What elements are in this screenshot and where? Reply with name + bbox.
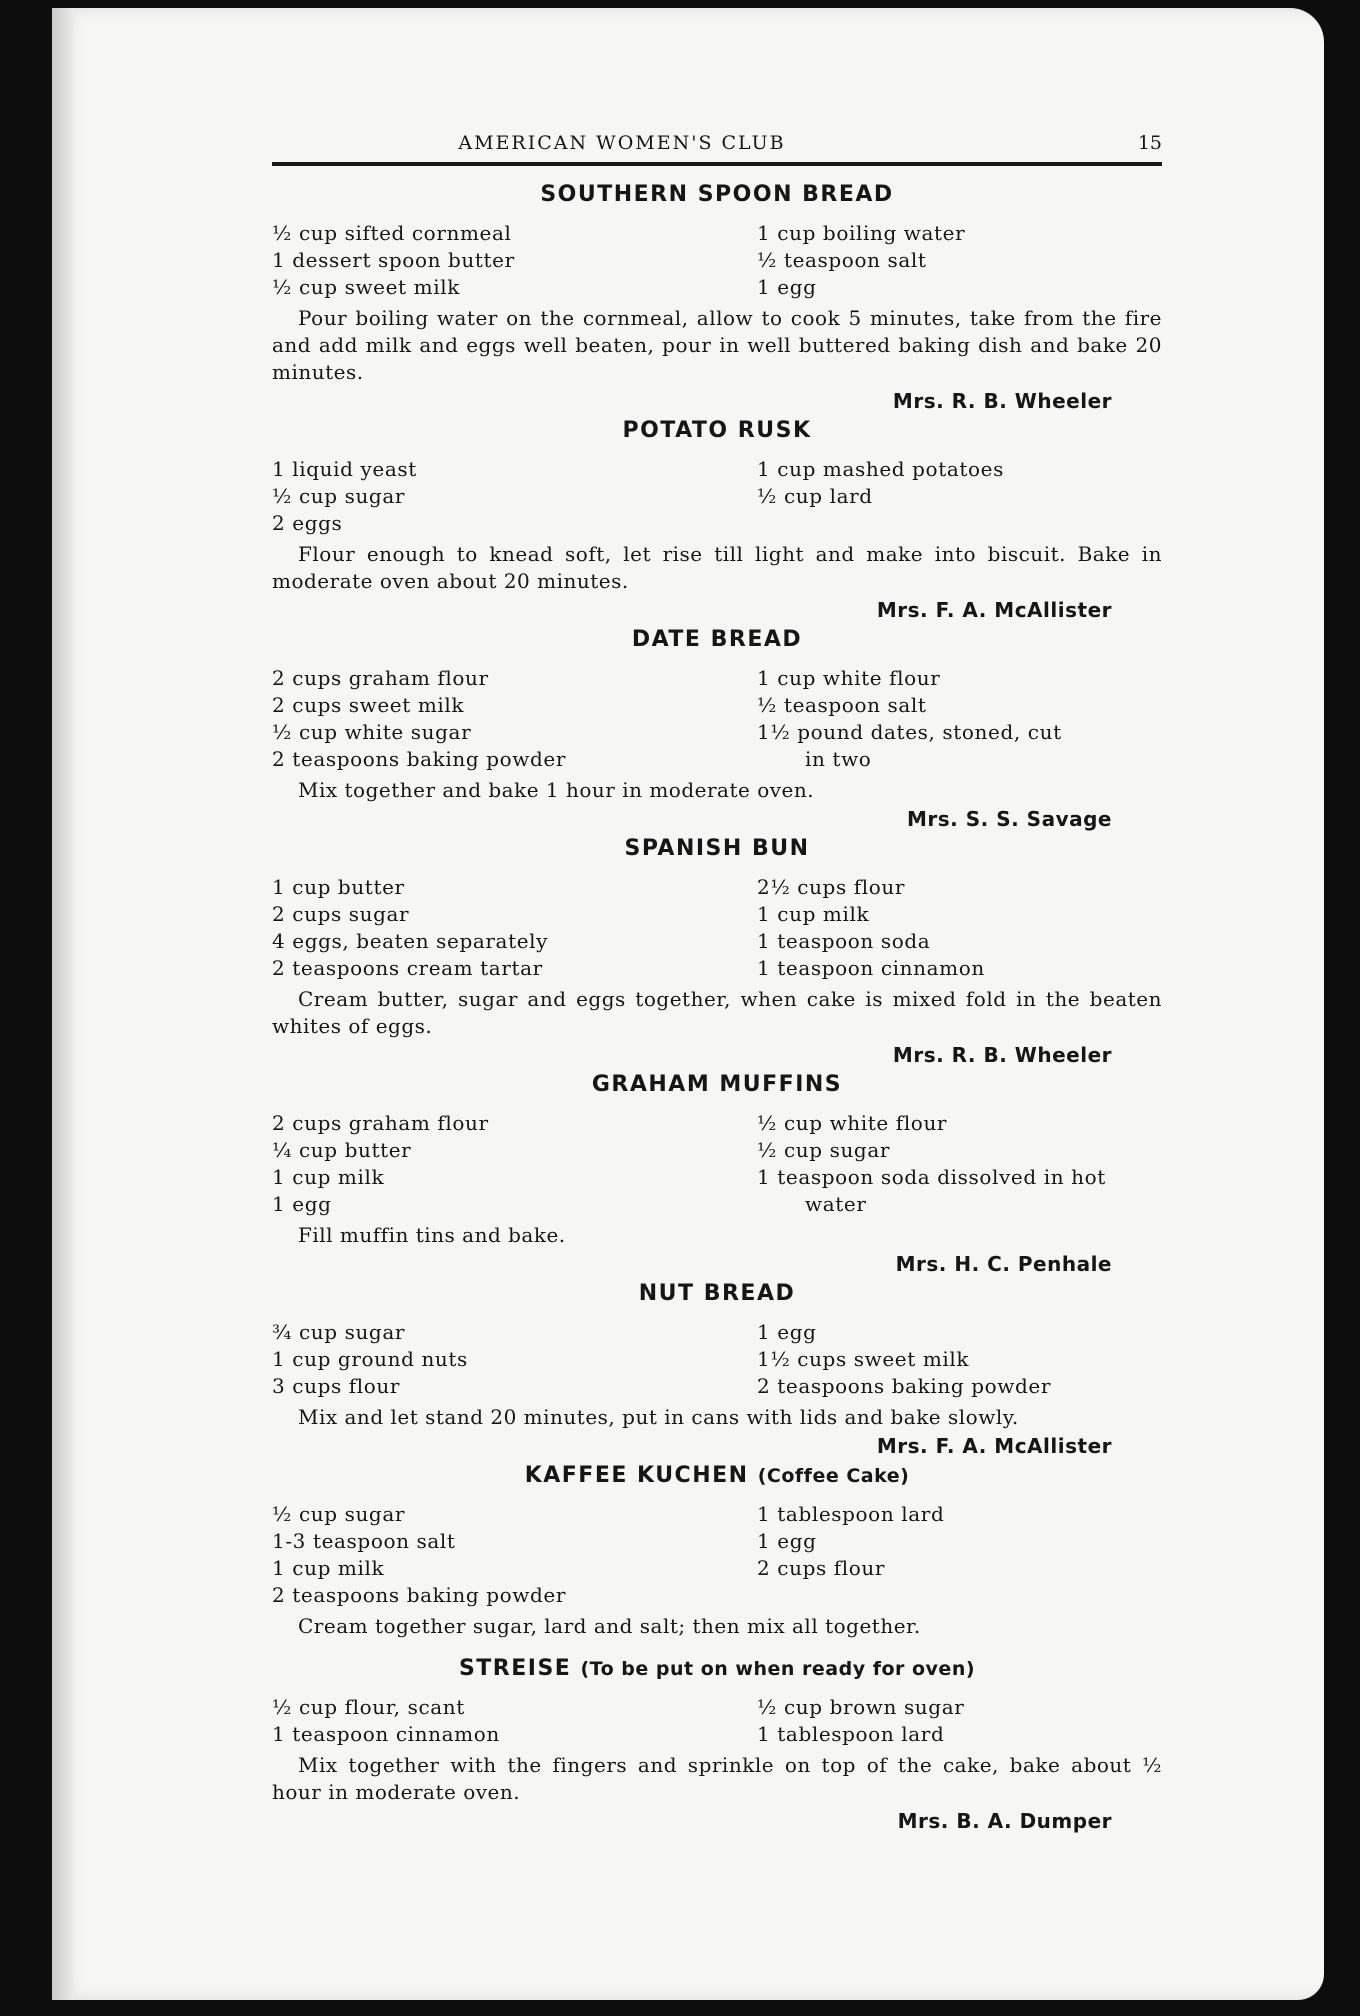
recipe-directions: Flour enough to knead soft, let rise till light and make into biscuit. Bake in moderate oven about 20 minutes.	[272, 542, 1162, 593]
recipe-title: POTATO RUSK	[622, 418, 812, 443]
ingredient: 1 egg	[757, 1320, 817, 1344]
ingredient: 1 teaspoon soda dissolved in hot	[757, 1165, 1106, 1189]
ingredient: 1½ pound dates, stoned, cut	[757, 720, 1062, 744]
recipe-kaffee-kuchen	[272, 1461, 1162, 1640]
ingredient: ½ teaspoon salt	[757, 693, 927, 717]
ingredient-list	[272, 1110, 1162, 1218]
recipe-directions: Mix together and bake 1 hour in moderate oven.	[298, 778, 815, 802]
ingredient: 1 teaspoon cinnamon	[757, 956, 985, 980]
ingredient: 2 teaspoons cream tartar	[272, 956, 543, 980]
recipe-potato-rusk	[272, 416, 1162, 625]
ingredient: ½ cup sifted cornmeal	[272, 221, 512, 245]
recipe-spanish-bun	[272, 834, 1162, 1070]
ingredient: 2 teaspoons baking powder	[757, 1374, 1051, 1398]
recipe-title: DATE BREAD	[631, 627, 803, 652]
recipe-subtitle: (Coffee Cake)	[757, 1465, 910, 1487]
recipe-directions: Pour boiling water on the cornmeal, allow to cook 5 minutes, take from the fire and add milk and eggs well beaten, pour in well buttered baking dish and bake 20 minutes.	[272, 306, 1162, 384]
ingredient: 1 cup boiling water	[757, 221, 966, 245]
ingredient: ¼ cup butter	[272, 1138, 412, 1162]
ingredient: 4 eggs, beaten separately	[272, 929, 549, 953]
ingredient: 2 cups sweet milk	[272, 693, 465, 717]
ingredient: 1 teaspoon cinnamon	[272, 1722, 500, 1746]
ingredient: 1 cup butter	[272, 875, 405, 899]
ingredient: 1 egg	[757, 1529, 817, 1553]
recipe-title: NUT BREAD	[638, 1281, 796, 1306]
ingredient: ½ cup sugar	[757, 1138, 891, 1162]
ingredient: 1 cup mashed potatoes	[757, 457, 1004, 481]
ingredient: 2 cups graham flour	[272, 1111, 489, 1135]
ingredient: ½ cup sugar	[272, 1502, 406, 1526]
ingredient: 1 egg	[757, 275, 817, 299]
ingredient-list	[272, 1319, 1162, 1400]
ingredient: ½ teaspoon salt	[757, 248, 927, 272]
ingredient: 1 egg	[272, 1192, 332, 1216]
ingredient: 2½ cups flour	[757, 875, 906, 899]
ingredient: water	[805, 1192, 867, 1216]
ingredient: 3 cups flour	[272, 1374, 401, 1398]
ingredient: ½ cup lard	[757, 484, 873, 508]
ingredient-list	[272, 456, 1162, 537]
ingredient-list	[272, 1694, 1162, 1748]
recipe-attribution: Mrs. B. A. Dumper	[897, 1809, 1112, 1833]
recipe-title: GRAHAM MUFFINS	[591, 1072, 843, 1097]
page-number: 15	[1137, 132, 1162, 154]
ingredient: 1 teaspoon soda	[757, 929, 931, 953]
ingredient: ½ cup brown sugar	[757, 1695, 965, 1719]
running-head	[272, 8, 1162, 166]
ingredient: 1 tablespoon lard	[757, 1502, 945, 1526]
recipe-attribution: Mrs. F. A. McAllister	[876, 598, 1112, 622]
recipe-directions: Mix together with the fingers and sprinkle on top of the cake, bake about ½ hour in moderate oven.	[272, 1753, 1162, 1804]
recipe-attribution: Mrs. H. C. Penhale	[895, 1252, 1112, 1276]
ingredient: ¾ cup sugar	[272, 1320, 406, 1344]
ingredient: 2 teaspoons baking powder	[272, 1583, 566, 1607]
ingredient: 2 cups graham flour	[272, 666, 489, 690]
ingredient: ½ cup white sugar	[272, 720, 472, 744]
ingredient: 1 cup milk	[757, 902, 870, 926]
page-content	[272, 8, 1162, 1836]
recipe-directions: Cream together sugar, lard and salt; then mix all together.	[298, 1614, 921, 1638]
ingredient-list	[272, 874, 1162, 982]
recipe-attribution: Mrs. R. B. Wheeler	[892, 389, 1112, 413]
recipe-streise	[272, 1654, 1162, 1836]
recipe-southern-spoon-bread	[272, 180, 1162, 416]
recipe-title: KAFFEE KUCHEN (Coffee Cake)	[524, 1463, 910, 1488]
ingredient-list	[272, 1501, 1162, 1609]
ingredient: in two	[805, 747, 872, 771]
ingredient: 2 cups flour	[757, 1556, 886, 1580]
ingredient: 2 eggs	[272, 511, 343, 535]
recipe-title: SPANISH BUN	[624, 836, 810, 861]
recipe-subtitle: (To be put on when ready for oven)	[580, 1658, 976, 1680]
header-rule	[272, 162, 1162, 166]
ingredient: 1-3 teaspoon salt	[272, 1529, 456, 1553]
ingredient: 1 tablespoon lard	[757, 1722, 945, 1746]
recipe-title: STREISE (To be put on when ready for oven)	[458, 1656, 976, 1681]
ingredient: ½ cup white flour	[757, 1111, 948, 1135]
ingredient-list	[272, 220, 1162, 301]
recipe-nut-bread	[272, 1279, 1162, 1461]
page-spine	[52, 8, 74, 2000]
ingredient: 1 cup milk	[272, 1556, 385, 1580]
recipe-date-bread	[272, 625, 1162, 834]
ingredient: 1½ cups sweet milk	[757, 1347, 970, 1371]
ingredient: 2 cups sugar	[272, 902, 410, 926]
running-title: AMERICAN WOMEN'S CLUB	[458, 132, 786, 154]
recipe-attribution: Mrs. R. B. Wheeler	[892, 1043, 1112, 1067]
ingredient-list	[272, 665, 1162, 773]
ingredient: 1 cup ground nuts	[272, 1347, 468, 1371]
ingredient: ½ cup sugar	[272, 484, 406, 508]
recipe-directions: Cream butter, sugar and eggs together, when cake is mixed fold in the beaten whites of eggs.	[272, 987, 1162, 1038]
book-page	[52, 8, 1324, 2000]
ingredient: 1 cup white flour	[757, 666, 941, 690]
ingredient: 1 dessert spoon butter	[272, 248, 515, 272]
recipe-directions: Mix and let stand 20 minutes, put in cans with lids and bake slowly.	[298, 1405, 1019, 1429]
recipe-graham-muffins	[272, 1070, 1162, 1279]
recipe-attribution: Mrs. S. S. Savage	[907, 807, 1112, 831]
recipe-attribution: Mrs. F. A. McAllister	[876, 1434, 1112, 1458]
ingredient: 2 teaspoons baking powder	[272, 747, 566, 771]
ingredient: ½ cup flour, scant	[272, 1695, 465, 1719]
ingredient: 1 cup milk	[272, 1165, 385, 1189]
recipe-title: SOUTHERN SPOON BREAD	[540, 182, 894, 207]
ingredient: ½ cup sweet milk	[272, 275, 460, 299]
ingredient: 1 liquid yeast	[272, 457, 417, 481]
recipe-directions: Fill muffin tins and bake.	[298, 1223, 566, 1247]
